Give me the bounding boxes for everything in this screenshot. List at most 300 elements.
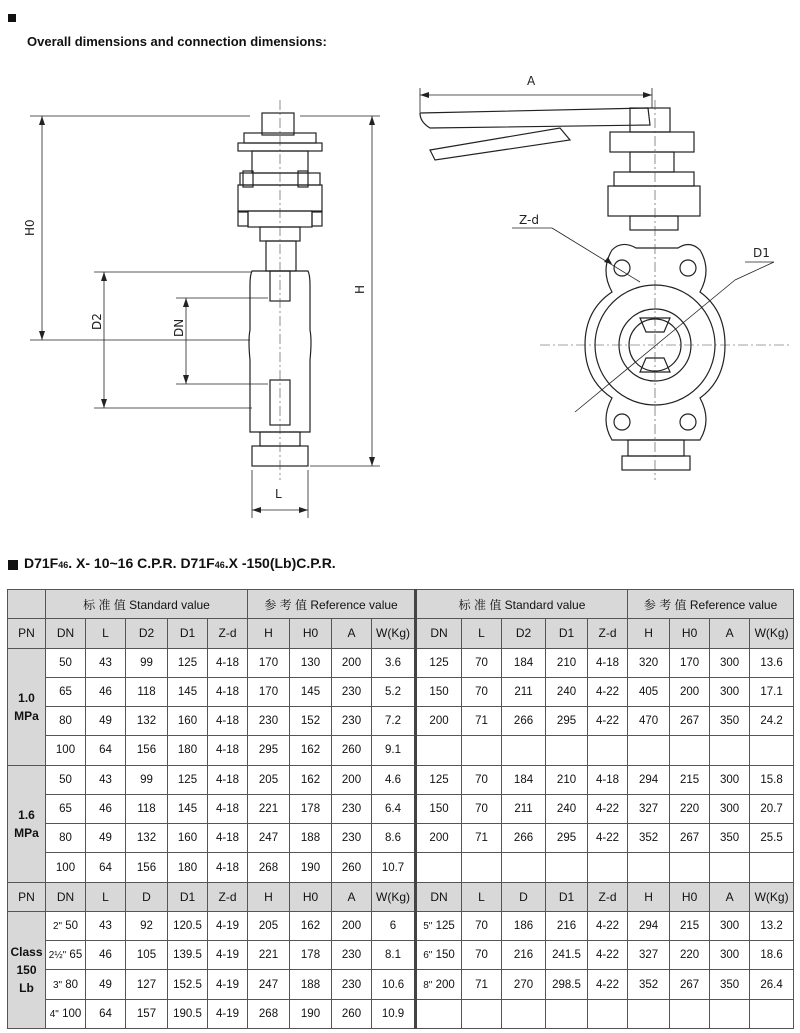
table-cell: 180: [168, 736, 208, 765]
table-cell: 200: [332, 765, 372, 794]
table-cell: 9.1: [372, 736, 416, 765]
table-cell: 49: [86, 824, 126, 853]
column-header: W(Kg): [372, 619, 416, 648]
table-cell: [628, 853, 670, 882]
table-title-mid: . X- 10~16 C.P.R. D71F: [68, 555, 215, 571]
table-cell: 4-19: [208, 999, 248, 1028]
label-a: A: [527, 74, 536, 88]
table-cell: 162: [290, 911, 332, 940]
table-cell: 295: [248, 736, 290, 765]
table-row: [8, 677, 794, 706]
table-cell: 266: [502, 824, 546, 853]
table-cell: 160: [168, 707, 208, 736]
table-cell: 50: [46, 765, 86, 794]
table-cell: 70: [462, 648, 502, 677]
table-cell: 268: [248, 853, 290, 882]
column-header: W(Kg): [750, 882, 794, 911]
table-cell: [588, 853, 628, 882]
column-header: Z-d: [208, 619, 248, 648]
table-cell: [416, 853, 462, 882]
group-standard-right: 标 准 值 Standard value: [416, 590, 628, 619]
table-cell: 132: [126, 707, 168, 736]
table-cell: [628, 999, 670, 1028]
table-header-row: [8, 619, 794, 648]
table-cell: [670, 736, 710, 765]
column-header: PN: [8, 619, 46, 648]
table-cell: 205: [248, 765, 290, 794]
table-cell: [588, 999, 628, 1028]
table-cell: 260: [332, 999, 372, 1028]
table-cell: 205: [248, 911, 290, 940]
table-cell: 327: [628, 941, 670, 970]
dn-value: 100: [62, 1007, 82, 1020]
pn-label-line: MPa: [14, 708, 39, 723]
dimension-table: [7, 589, 794, 1029]
table-cell: 188: [290, 824, 332, 853]
column-header: DN: [46, 882, 86, 911]
table-cell: 8.6: [372, 824, 416, 853]
table-cell: 178: [290, 941, 332, 970]
table-cell: 230: [332, 677, 372, 706]
column-header: D2: [502, 619, 546, 648]
dn-inch: 2": [52, 921, 63, 933]
dn-cell: [46, 911, 86, 940]
table-cell: 4-22: [588, 677, 628, 706]
table-cell: 215: [670, 765, 710, 794]
table-cell: 405: [628, 677, 670, 706]
column-header: A: [332, 882, 372, 911]
table-cell: [750, 999, 794, 1028]
table-cell: 200: [416, 707, 462, 736]
table-cell: 260: [332, 853, 372, 882]
table-cell: 17.1: [750, 677, 794, 706]
table-cell: [628, 736, 670, 765]
table-cell: 100: [46, 736, 86, 765]
table-cell: 6.4: [372, 794, 416, 823]
table-cell: 230: [332, 707, 372, 736]
table-cell: 210: [546, 765, 588, 794]
column-header: W(Kg): [372, 882, 416, 911]
pn-label-line: 1.0: [18, 690, 35, 705]
table-cell: 200: [416, 824, 462, 853]
table-cell: [546, 853, 588, 882]
table-cell: 300: [710, 765, 750, 794]
group-reference-right: 参 考 值 Reference value: [628, 590, 794, 619]
pn-label: [8, 911, 46, 1028]
table-cell: 7.2: [372, 707, 416, 736]
table-cell: [462, 736, 502, 765]
group-spacer: [8, 590, 46, 619]
table-cell: 230: [332, 794, 372, 823]
column-header: D1: [168, 619, 208, 648]
table-cell: 10.9: [372, 999, 416, 1028]
label-h: H: [353, 284, 367, 294]
table-cell: 266: [502, 707, 546, 736]
table-cell: 240: [546, 677, 588, 706]
table-cell: 210: [546, 648, 588, 677]
table-cell: 162: [290, 736, 332, 765]
table-cell: 200: [670, 677, 710, 706]
label-l: L: [275, 487, 282, 501]
table-row: [8, 941, 794, 970]
column-header: H: [628, 619, 670, 648]
group-standard-left: 标 准 值 Standard value: [46, 590, 248, 619]
table-row: [8, 648, 794, 677]
column-header: H: [248, 619, 290, 648]
table-cell: 125: [168, 648, 208, 677]
table-cell: 190: [290, 999, 332, 1028]
table-cell: 65: [46, 794, 86, 823]
table-cell: 220: [670, 794, 710, 823]
table-cell: 4-18: [208, 853, 248, 882]
table-cell: 220: [670, 941, 710, 970]
column-header: H0: [290, 882, 332, 911]
table-cell: 267: [670, 824, 710, 853]
table-row: [8, 824, 794, 853]
table-cell: 247: [248, 824, 290, 853]
column-header: D: [502, 882, 546, 911]
table-cell: 10.7: [372, 853, 416, 882]
column-header: H0: [670, 619, 710, 648]
dn-cell: [416, 970, 462, 999]
table-cell: 43: [86, 765, 126, 794]
column-header: H: [248, 882, 290, 911]
column-header: L: [462, 619, 502, 648]
table-cell: 200: [332, 911, 372, 940]
column-header: A: [710, 882, 750, 911]
table-cell: 10.6: [372, 970, 416, 999]
table-cell: 150: [416, 677, 462, 706]
table-cell: 152: [290, 707, 332, 736]
table-cell: 71: [462, 970, 502, 999]
dn-value: 150: [435, 949, 455, 962]
table-cell: 180: [168, 853, 208, 882]
table-title-sub1: 46: [58, 560, 69, 570]
table-row: [8, 736, 794, 765]
table-cell: 170: [670, 648, 710, 677]
table-title-main: D71F: [24, 555, 59, 571]
table-cell: 20.7: [750, 794, 794, 823]
table-cell: 70: [462, 941, 502, 970]
table-cell: 190.5: [168, 999, 208, 1028]
section-title-dimensions: Overall dimensions and connection dimensions:: [27, 34, 327, 49]
column-header: Z-d: [588, 882, 628, 911]
pn-label-line: 150: [16, 962, 37, 977]
table-cell: 5.2: [372, 677, 416, 706]
table-cell: 4-18: [208, 765, 248, 794]
table-cell: 92: [126, 911, 168, 940]
table-cell: 80: [46, 824, 86, 853]
table-row: [8, 999, 794, 1028]
dn-cell: [416, 999, 462, 1028]
table-title: [24, 555, 336, 571]
dn-cell: [46, 999, 86, 1028]
dn-value: 50: [65, 920, 79, 933]
table-cell: 4-18: [208, 794, 248, 823]
table-cell: 186: [502, 911, 546, 940]
table-cell: [588, 736, 628, 765]
table-cell: 230: [332, 970, 372, 999]
table-cell: 162: [290, 765, 332, 794]
table-cell: 130: [290, 648, 332, 677]
table-cell: 125: [416, 765, 462, 794]
table-cell: 25.5: [750, 824, 794, 853]
table-cell: [546, 999, 588, 1028]
table-cell: 70: [462, 794, 502, 823]
table-cell: 24.2: [750, 707, 794, 736]
dn-inch: 2½": [48, 950, 67, 962]
pn-label-line: MPa: [14, 825, 39, 840]
dn-cell: [416, 911, 462, 940]
table-row: [8, 765, 794, 794]
table-cell: 71: [462, 707, 502, 736]
column-header: H: [628, 882, 670, 911]
table-cell: 300: [710, 911, 750, 940]
table-cell: 300: [710, 941, 750, 970]
table-cell: 145: [290, 677, 332, 706]
table-cell: 50: [46, 648, 86, 677]
table-cell: 221: [248, 794, 290, 823]
pn-label-line: Class: [10, 944, 43, 959]
group-reference-left: 参 考 值 Reference value: [248, 590, 416, 619]
table-cell: 295: [546, 824, 588, 853]
table-cell: [750, 736, 794, 765]
column-header: D1: [168, 882, 208, 911]
table-cell: [416, 736, 462, 765]
table-row: [8, 853, 794, 882]
table-cell: 241.5: [546, 941, 588, 970]
label-d1: D1: [753, 246, 770, 260]
table-cell: 125: [168, 765, 208, 794]
table-cell: 4-19: [208, 941, 248, 970]
table-header-row-class: [8, 882, 794, 911]
table-cell: 100: [46, 853, 86, 882]
table-cell: 298.5: [546, 970, 588, 999]
pn-label-line: 1.6: [18, 807, 35, 822]
table-cell: [710, 999, 750, 1028]
label-dn: DN: [172, 318, 186, 337]
table-cell: 26.4: [750, 970, 794, 999]
table-cell: 215: [670, 911, 710, 940]
table-cell: 4-22: [588, 911, 628, 940]
valve-dimension-drawing: [0, 55, 800, 525]
table-cell: [502, 853, 546, 882]
table-cell: 4-18: [208, 707, 248, 736]
table-cell: 15.8: [750, 765, 794, 794]
table-cell: 295: [546, 707, 588, 736]
column-header: Z-d: [208, 882, 248, 911]
pn-label: [8, 765, 46, 882]
table-cell: 350: [710, 707, 750, 736]
column-header: L: [86, 619, 126, 648]
table-cell: 13.6: [750, 648, 794, 677]
column-header: L: [86, 882, 126, 911]
table-cell: 49: [86, 707, 126, 736]
table-cell: 4-22: [588, 794, 628, 823]
table-cell: 64: [86, 999, 126, 1028]
table-cell: [710, 853, 750, 882]
table-cell: 470: [628, 707, 670, 736]
table-cell: 160: [168, 824, 208, 853]
column-header: H0: [290, 619, 332, 648]
table-cell: [670, 999, 710, 1028]
column-header: A: [332, 619, 372, 648]
dn-inch: 3": [52, 979, 63, 991]
table-cell: 80: [46, 707, 86, 736]
table-cell: 294: [628, 765, 670, 794]
table-cell: 65: [46, 677, 86, 706]
table-cell: 247: [248, 970, 290, 999]
table-cell: 216: [546, 911, 588, 940]
table-row: [8, 794, 794, 823]
table-cell: 150: [416, 794, 462, 823]
table-cell: 4-22: [588, 970, 628, 999]
label-zd: Z-d: [519, 213, 539, 227]
table-cell: 125: [416, 648, 462, 677]
table-cell: 99: [126, 648, 168, 677]
table-cell: 139.5: [168, 941, 208, 970]
table-cell: 260: [332, 736, 372, 765]
table-cell: [546, 736, 588, 765]
table-cell: 156: [126, 736, 168, 765]
table-cell: 300: [710, 648, 750, 677]
table-row: [8, 707, 794, 736]
table-cell: 145: [168, 677, 208, 706]
table-title-tail: .X -150(Lb)C.P.R.: [224, 555, 336, 571]
column-header: D: [126, 882, 168, 911]
label-h0: H0: [23, 219, 37, 236]
table-cell: 4-18: [208, 648, 248, 677]
dn-value: 65: [69, 949, 83, 962]
table-cell: 127: [126, 970, 168, 999]
section-bullet: [8, 14, 16, 22]
table-cell: 120.5: [168, 911, 208, 940]
dn-cell: [46, 970, 86, 999]
table-cell: 70: [462, 911, 502, 940]
table-cell: 4-18: [208, 824, 248, 853]
table-cell: 43: [86, 648, 126, 677]
table-cell: 350: [710, 970, 750, 999]
table-cell: 230: [332, 824, 372, 853]
column-header: DN: [416, 882, 462, 911]
table-cell: 4-22: [588, 707, 628, 736]
column-header: W(Kg): [750, 619, 794, 648]
table-cell: 43: [86, 911, 126, 940]
column-header: Z-d: [588, 619, 628, 648]
table-cell: 170: [248, 648, 290, 677]
table-cell: 230: [248, 707, 290, 736]
table-cell: 132: [126, 824, 168, 853]
table-cell: [462, 853, 502, 882]
table-cell: 64: [86, 736, 126, 765]
table-cell: [710, 736, 750, 765]
table-cell: 300: [710, 794, 750, 823]
table-cell: 320: [628, 648, 670, 677]
column-header: D2: [126, 619, 168, 648]
table-cell: 230: [332, 941, 372, 970]
column-header: H0: [670, 882, 710, 911]
table-cell: 211: [502, 794, 546, 823]
column-header: PN: [8, 882, 46, 911]
table-cell: 4-18: [588, 648, 628, 677]
dn-inch: 6": [423, 950, 433, 962]
table-cell: 70: [462, 677, 502, 706]
table-cell: 105: [126, 941, 168, 970]
table-group-row: [8, 590, 794, 619]
table-cell: 118: [126, 794, 168, 823]
table-cell: 184: [502, 648, 546, 677]
table-row: [8, 970, 794, 999]
table-cell: 352: [628, 970, 670, 999]
label-d2: D2: [90, 313, 104, 330]
column-header: A: [710, 619, 750, 648]
table-cell: 4.6: [372, 765, 416, 794]
table-cell: 4-19: [208, 911, 248, 940]
table-cell: 4-18: [208, 736, 248, 765]
table-cell: 70: [462, 765, 502, 794]
dn-cell: [46, 941, 86, 970]
table-cell: 350: [710, 824, 750, 853]
table-cell: 6: [372, 911, 416, 940]
table-cell: 118: [126, 677, 168, 706]
table-title-sub2: 46: [214, 560, 225, 570]
table-cell: 178: [290, 794, 332, 823]
table-cell: [502, 736, 546, 765]
table-cell: 156: [126, 853, 168, 882]
table-cell: 4-19: [208, 970, 248, 999]
table-cell: 145: [168, 794, 208, 823]
table-cell: 184: [502, 765, 546, 794]
table-cell: 216: [502, 941, 546, 970]
dn-cell: [416, 941, 462, 970]
table-cell: 327: [628, 794, 670, 823]
table-cell: 268: [248, 999, 290, 1028]
dn-inch: 8": [423, 979, 433, 991]
table-cell: 4-22: [588, 824, 628, 853]
table-cell: [462, 999, 502, 1028]
table-title-bullet: [8, 560, 18, 570]
table-cell: 99: [126, 765, 168, 794]
table-cell: 8.1: [372, 941, 416, 970]
table-row: [8, 911, 794, 940]
table-cell: 46: [86, 794, 126, 823]
table-cell: 46: [86, 941, 126, 970]
table-cell: 240: [546, 794, 588, 823]
table-cell: 64: [86, 853, 126, 882]
table-cell: 267: [670, 707, 710, 736]
pn-label-line: Lb: [19, 980, 34, 995]
column-header: D1: [546, 619, 588, 648]
table-cell: 300: [710, 677, 750, 706]
table-cell: 211: [502, 677, 546, 706]
column-header: DN: [46, 619, 86, 648]
dn-inch: 4": [49, 1008, 59, 1020]
table-cell: [670, 853, 710, 882]
table-cell: 157: [126, 999, 168, 1028]
table-cell: 4-22: [588, 941, 628, 970]
dn-value: 200: [435, 978, 455, 991]
table-cell: 18.6: [750, 941, 794, 970]
table-cell: [750, 853, 794, 882]
table-cell: 152.5: [168, 970, 208, 999]
table-cell: 46: [86, 677, 126, 706]
dn-value: 80: [65, 978, 79, 991]
table-cell: 49: [86, 970, 126, 999]
table-cell: 190: [290, 853, 332, 882]
table-cell: 294: [628, 911, 670, 940]
table-cell: 270: [502, 970, 546, 999]
table-cell: 200: [332, 648, 372, 677]
